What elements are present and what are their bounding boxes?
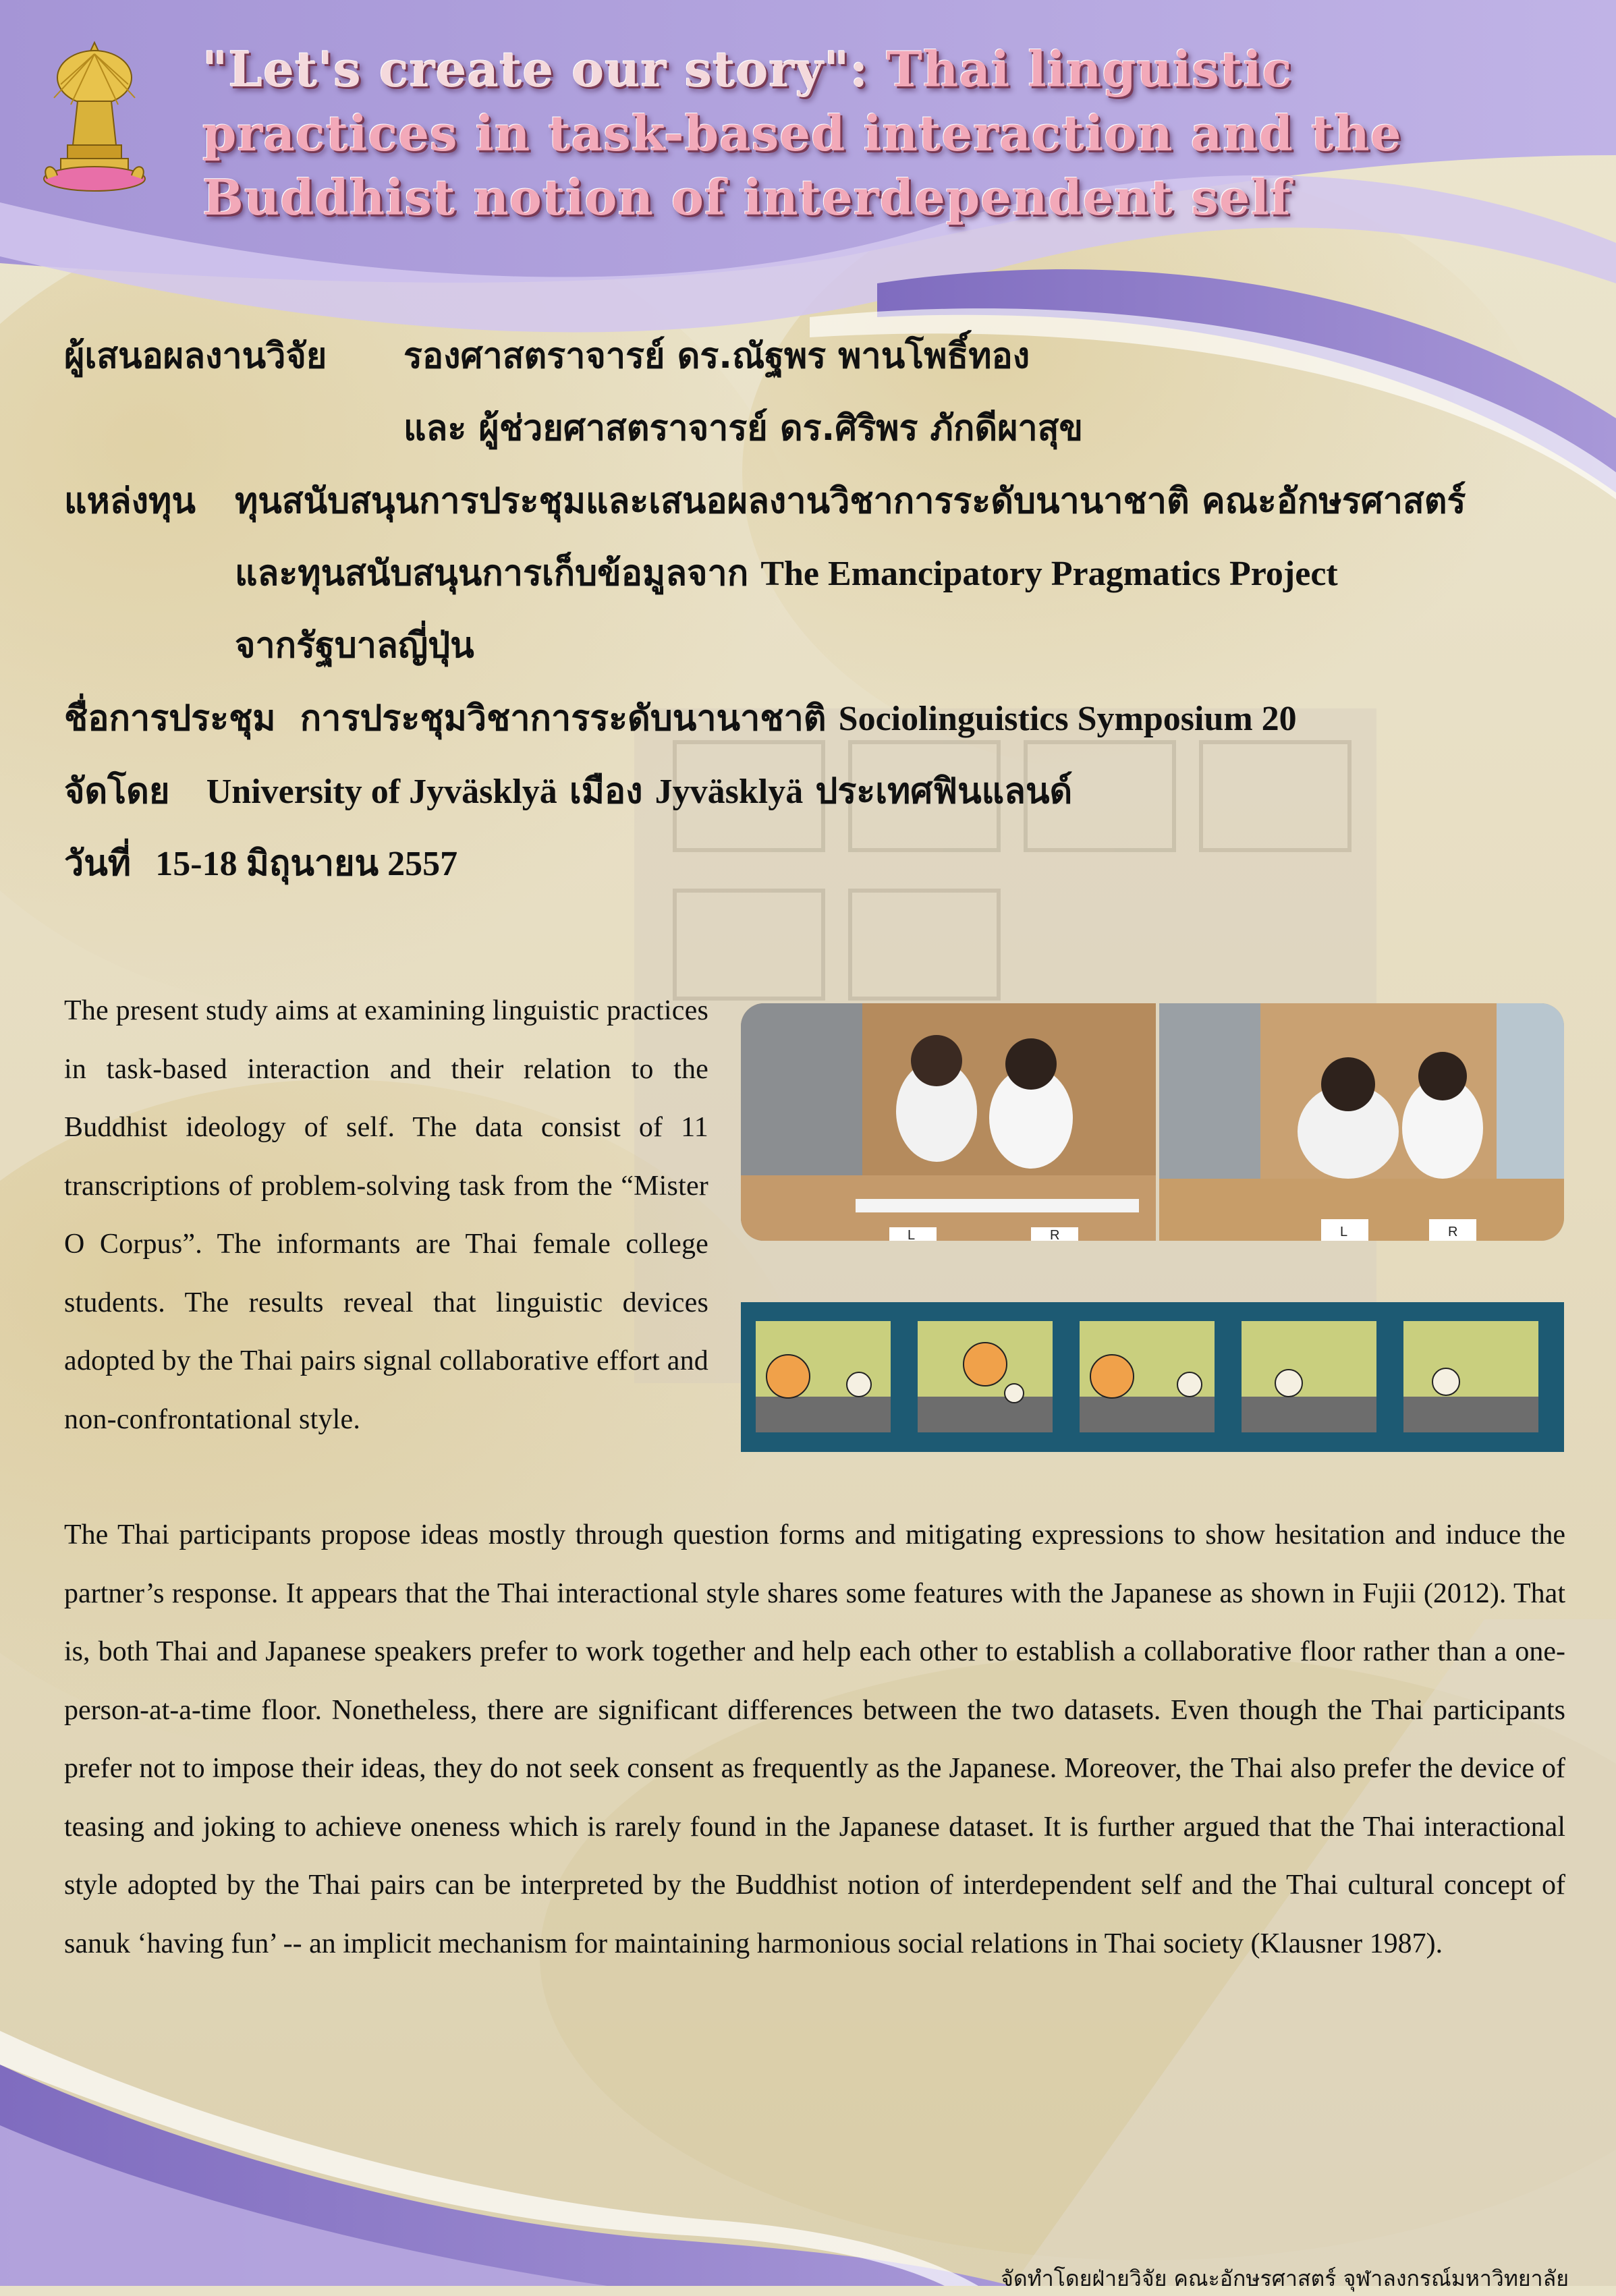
researchers-line: [64, 327, 327, 383]
organizer-city: Jyväsklyä: [654, 773, 804, 811]
poster-title: [202, 37, 1552, 229]
organizer-city-label: เมือง: [569, 771, 643, 812]
organizer-university: University of Jyväsklyä: [206, 773, 557, 811]
photo-label-r2: R: [1448, 1225, 1458, 1239]
conference-label: ชื่อการประชุม: [64, 698, 276, 739]
funding-line-2-eng: The Emancipatory Pragmatics Project: [760, 555, 1338, 593]
organizer-country: ประเทศฟินแลนด์: [815, 771, 1073, 812]
date-line: [64, 835, 457, 891]
researcher-1: รองศาสตราจารย์ ดร.ณัฐพร พานโพธิ์ทอง: [403, 336, 1030, 376]
funding-label: แหล่งทุน: [64, 481, 196, 522]
conference-eng: Sociolinguistics Symposium 20: [838, 700, 1297, 738]
funding-line-1: ทุนสนับสนุนการประชุมและเสนอผลงานวิชาการระดับนานาชาติ คณะอักษรศาสตร์: [235, 481, 1466, 522]
conference-thai: การประชุมวิชาการระดับนานาชาติ: [300, 698, 827, 739]
university-crest-icon: [40, 37, 148, 206]
funding-line-2-thai: และทุนสนับสนุนการเก็บข้อมูลจาก: [235, 553, 749, 594]
footer-credit: จัดทำโดยฝ่ายวิจัย คณะอักษรศาสตร์ จุฬาลงกรณ์มหาวิทยาลัย: [1001, 2266, 1569, 2291]
researchers-label: ผู้เสนอผลงานวิจัย: [64, 336, 327, 376]
photo-label-l1: L: [908, 1228, 916, 1241]
researcher-2: และ ผู้ช่วยศาสตราจารย์ ดร.ศิริพร ภักดีผาสุข: [403, 408, 1084, 449]
organizer-label: จัดโดย: [64, 771, 170, 812]
photo-label-r1: R: [1050, 1228, 1060, 1241]
body-paragraph: The Thai participants propose ideas mostly through question forms and mitigating expressions to show hesitation and induce the partner’s response. It appears that the Thai interactional style shares some features with the Japanese as shown in Fujii (2012). That is, both Thai and Japanese speakers prefer to work together and help each other to establish a collaborative floor rather than a one-person-at-a-time floor. Nonetheless, there are significant differences between the two datasets. Even though the Thai participants prefer not to impose their ideas, they do not seek consent as frequently as the Japanese. Moreover, the Thai also prefer the device of teasing and joking to achieve oneness which is rarely found in the Japanese dataset. It is further argued that the Thai interactional style adopted by the Thai pairs can be interpreted by the Buddhist notion of interdependent self and the Thai cultural concept of sanuk ‘having fun’ -- an implicit mechanism for maintaining harmonious social relations in Thai society (Klausner 1987).: [64, 1519, 1565, 1959]
date-value: 15-18 มิถุนายน 2557: [155, 845, 458, 883]
participants-photo: [741, 1003, 1564, 1241]
funding-line-2: [235, 544, 1338, 600]
mister-o-comic-strip: [741, 1302, 1564, 1452]
date-label: วันที่: [64, 843, 132, 884]
abstract-paragraph: The present study aims at examining linguistic practices in task-based interaction and their relation to the Buddhist ideology of self. The data consist of 11 transcriptions of problem-solving task from the “Mister O Corpus”. The informants are Thai female college students. The results reveal that linguistic devices adopted by the Thai pairs signal collaborative effort and non-confrontational style.: [64, 995, 708, 1435]
title-main: Thai linguistic practices in task-based interaction and the Buddhist notion of interdependent self: [202, 40, 1402, 226]
conference-line: [64, 690, 1297, 746]
funding-line-3: จากรัฐบาลญี่ปุ่น: [235, 625, 474, 666]
title-quote: "Let's create our story":: [202, 40, 887, 98]
organizer-line: [64, 762, 1072, 818]
photo-label-l2: L: [1340, 1225, 1348, 1239]
